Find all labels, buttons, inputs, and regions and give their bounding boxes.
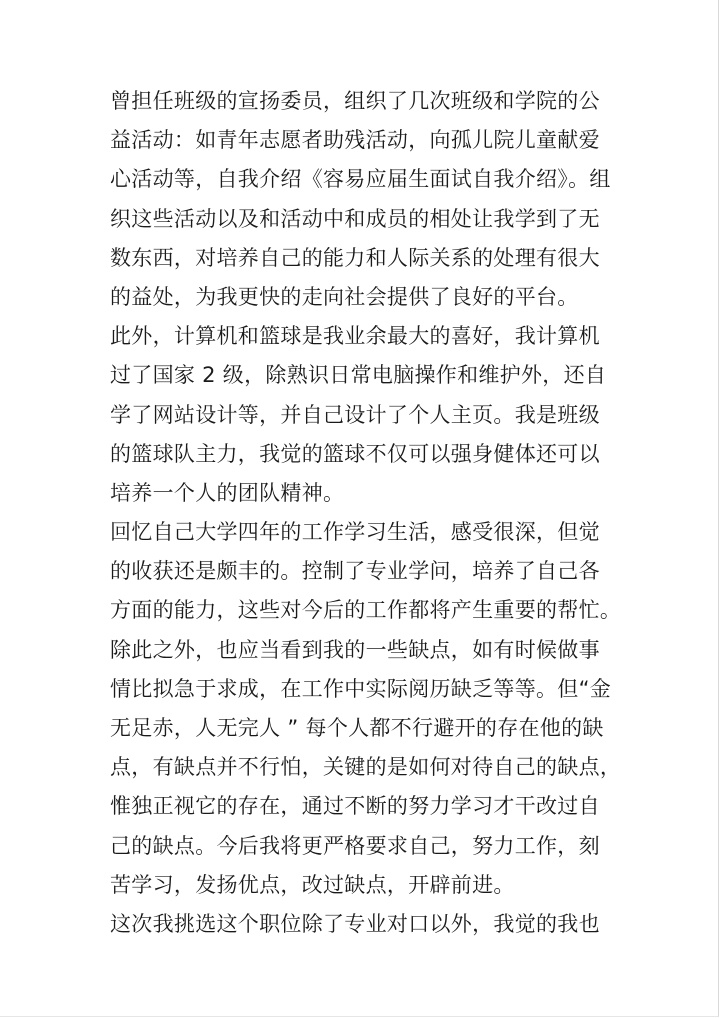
text-line: 己的缺点。今后我将更严格要求自己，努力工作，刻 (110, 833, 600, 858)
text-line: 方面的能力，这些对今后的工作都将产生重要的帮忙。 (110, 598, 622, 623)
text-line: 数东西，对培养自己的能力和人际关系的处理有很大 (110, 245, 600, 270)
text-line: 惟独正视它的存在，通过不断的努力学习才干改过自 (110, 794, 600, 819)
text-line: 情比拟急于求成，在工作中实际阅历缺乏等等。但“金 (110, 676, 612, 701)
text-line: 无足赤，人无完人 ” 每个人都不行避开的存在他的缺 (110, 716, 604, 740)
text-line: 除此之外，也应当看到我的一些缺点，如有时候做事 (110, 637, 600, 662)
text-line: 点，有缺点并不行怕，关键的是如何对待自己的缺点， (110, 755, 622, 780)
text-line: 此外，计算机和篮球是我业余最大的喜好，我计算机 (110, 324, 600, 349)
text-line: 的益处，为我更快的走向社会提供了良好的平台。 (110, 284, 579, 309)
text-line: 过了国家 2 级，除熟识日常电脑操作和维护外，还自 (110, 363, 607, 388)
text-line: 的篮球队主力，我觉的篮球不仅可以强身健体还可以 (110, 441, 600, 466)
body-text (110, 82, 620, 944)
text-line: 苦学习，发扬优点，改过缺点，开辟前进。 (110, 872, 515, 897)
text-line: 曾担任班级的宣扬委员，组织了几次班级和学院的公 (110, 89, 600, 113)
text-line: 回忆自己大学四年的工作学习生活，感受很深，但觉 (110, 520, 600, 545)
text-line: 心活动等，自我介绍《容易应届生面试自我介绍》。组 (110, 167, 611, 192)
text-line: 的收获还是颇丰的。控制了专业学问，培养了自己各 (110, 559, 600, 584)
text-line: 学了网站设计等，并自己设计了个人主页。我是班级 (110, 402, 600, 427)
text-line: 培养一个人的团队精神。 (110, 480, 345, 505)
text-line: 织这些活动以及和活动中和成员的相处让我学到了无 (110, 206, 600, 231)
text-line: 这次我挑选这个职位除了专业对口以外，我觉的我也 (110, 911, 600, 936)
text-line: 益活动：如青年志愿者助残活动，向孤儿院儿童献爱 (110, 128, 600, 153)
